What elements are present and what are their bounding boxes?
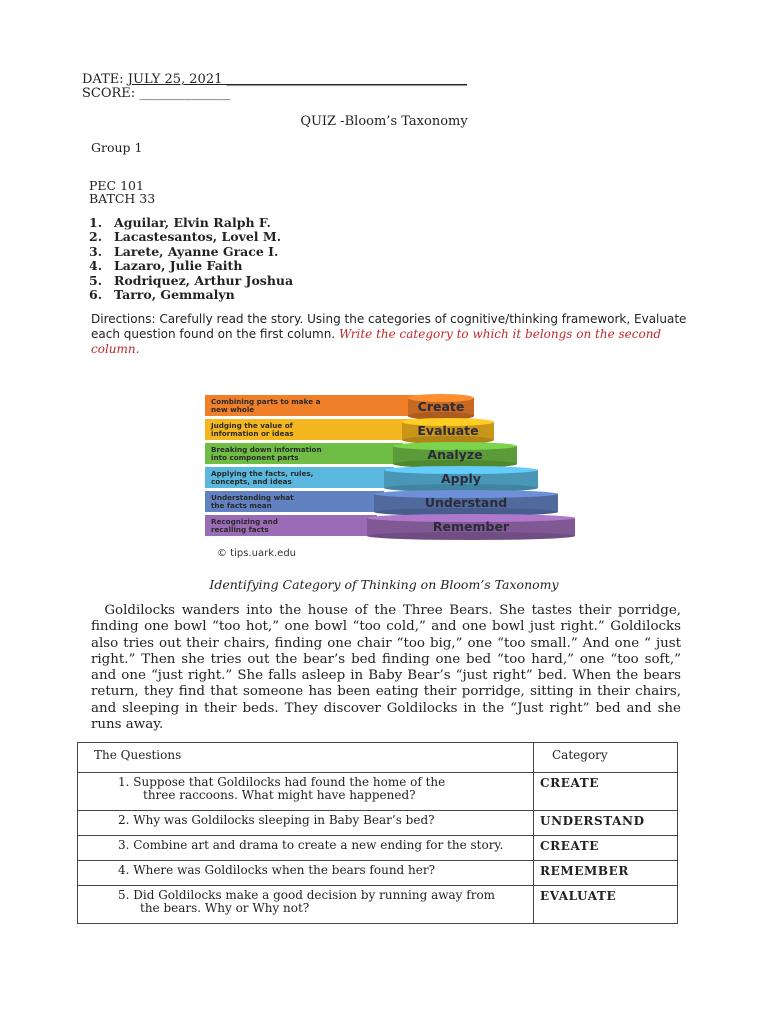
category-answer[interactable]: EVALUATE (534, 886, 678, 924)
story-paragraph: Goldilocks wanders into the house of the Three Bears. She tastes their porridge, finding one bowl “too hot,” one bowl “too cold,” and one bowl just right.” Goldilocks also tries out their chairs, finding one chair “too big,” one “too small.” And one “ just right.” Then she tries out the bear’s bed finding one bed “too hard,” one “too soft,” and one “just right.” She falls asleep in Baby Bear’s “just right” bed. When the bears return, they find that someone has been eating their porridge, sitting in their chairs, and sleeping in their beds. They discover Goldilocks in the “Just right” bed and she runs away. (91, 603, 682, 733)
question-cell: 4. Where was Goldilocks when the bears found her? (78, 861, 534, 886)
date-line (82, 72, 467, 87)
member-item: 2. Lacastesantos, Lovel M. (89, 229, 282, 245)
questions-header: The Questions (78, 743, 534, 773)
pyramid-level (205, 394, 474, 420)
table-row (78, 773, 678, 811)
question-cell: 1. Suppose that Goldilocks had found the home of the three raccoons. What might have happened? (78, 773, 534, 811)
course-info (89, 179, 155, 205)
table-row (78, 836, 678, 861)
level-description: new whole (211, 405, 255, 414)
level-description: information or ideas (211, 429, 294, 438)
score-label: SCORE: (82, 86, 136, 101)
date-value: JULY 25, 2021 _____________________________________ (127, 72, 467, 87)
level-label: Analyze (427, 447, 483, 462)
level-label: Evaluate (417, 423, 479, 438)
level-label: Understand (424, 495, 508, 510)
category-answer[interactable]: REMEMBER (534, 861, 678, 886)
score-line (82, 86, 230, 101)
table-row (78, 861, 678, 886)
question-cell: 3. Combine art and drama to create a new ending for the story. (78, 836, 534, 861)
course-code: PEC 101 (89, 178, 144, 193)
level-description: concepts, and ideas (211, 477, 292, 486)
pyramid-level (205, 514, 575, 540)
level-description: into component parts (211, 453, 299, 462)
pyramid-level (205, 442, 517, 468)
blooms-taxonomy-pyramid (205, 392, 575, 570)
level-label: Create (417, 399, 465, 414)
directions (91, 312, 691, 357)
question-cell: 2. Why was Goldilocks sleeping in Baby Bear’s bed? (78, 811, 534, 836)
level-description: Recognizing and (211, 517, 278, 526)
pyramid-level (205, 466, 538, 492)
table-row (78, 811, 678, 836)
level-label: Remember (432, 519, 510, 534)
level-description: the facts mean (211, 501, 272, 510)
table-header-row (78, 743, 678, 773)
member-item: 6. Tarro, Gemmalyn (89, 287, 235, 303)
quiz-title: QUIZ -Bloom’s Taxonomy (300, 114, 468, 129)
member-item: 5. Rodriquez, Arthur Joshua (89, 272, 294, 288)
question-cell: 5. Did Goldilocks make a good decision by running away from the bears. Why or Why not? (78, 886, 534, 924)
category-answer[interactable]: CREATE (534, 836, 678, 861)
member-item: 3. Larete, Ayanne Grace I. (89, 243, 279, 259)
level-description: recalling facts (211, 525, 269, 534)
member-list (89, 216, 293, 302)
score-blank: ______________ (139, 86, 231, 101)
member-item: 4. Lazaro, Julie Faith (89, 258, 243, 274)
group-label: Group 1 (91, 140, 143, 155)
level-description: Breaking down information (211, 445, 322, 454)
level-label: Apply (440, 471, 482, 486)
category-answer[interactable]: UNDERSTAND (534, 811, 678, 836)
figure-caption: Identifying Category of Thinking on Bloom’s Taxonomy (209, 577, 559, 592)
table-row (78, 886, 678, 924)
category-answer[interactable]: CREATE (534, 773, 678, 811)
member-item: 1. Aguilar, Elvin Ralph F. (89, 215, 271, 230)
level-description: Combining parts to make a (211, 397, 321, 406)
batch-label: BATCH 33 (89, 191, 156, 206)
questions-table (77, 742, 678, 924)
pyramid-level (205, 490, 558, 516)
pyramid-credit: © tips.uark.edu (217, 548, 296, 559)
pyramid-level (205, 418, 494, 444)
level-description: Applying the facts, rules, (211, 469, 314, 478)
directions-instruction: Write the category to which it belongs on the second column. (91, 327, 662, 356)
date-label: DATE: (82, 72, 124, 87)
directions-text: Directions: Carefully read the story. Using the categories of cognitive/thinking framework, Evaluate each question found on the first column. (91, 312, 687, 341)
level-description: Understanding what (211, 493, 294, 502)
category-header: Category (534, 743, 678, 773)
level-description: Judging the value of (211, 421, 293, 430)
